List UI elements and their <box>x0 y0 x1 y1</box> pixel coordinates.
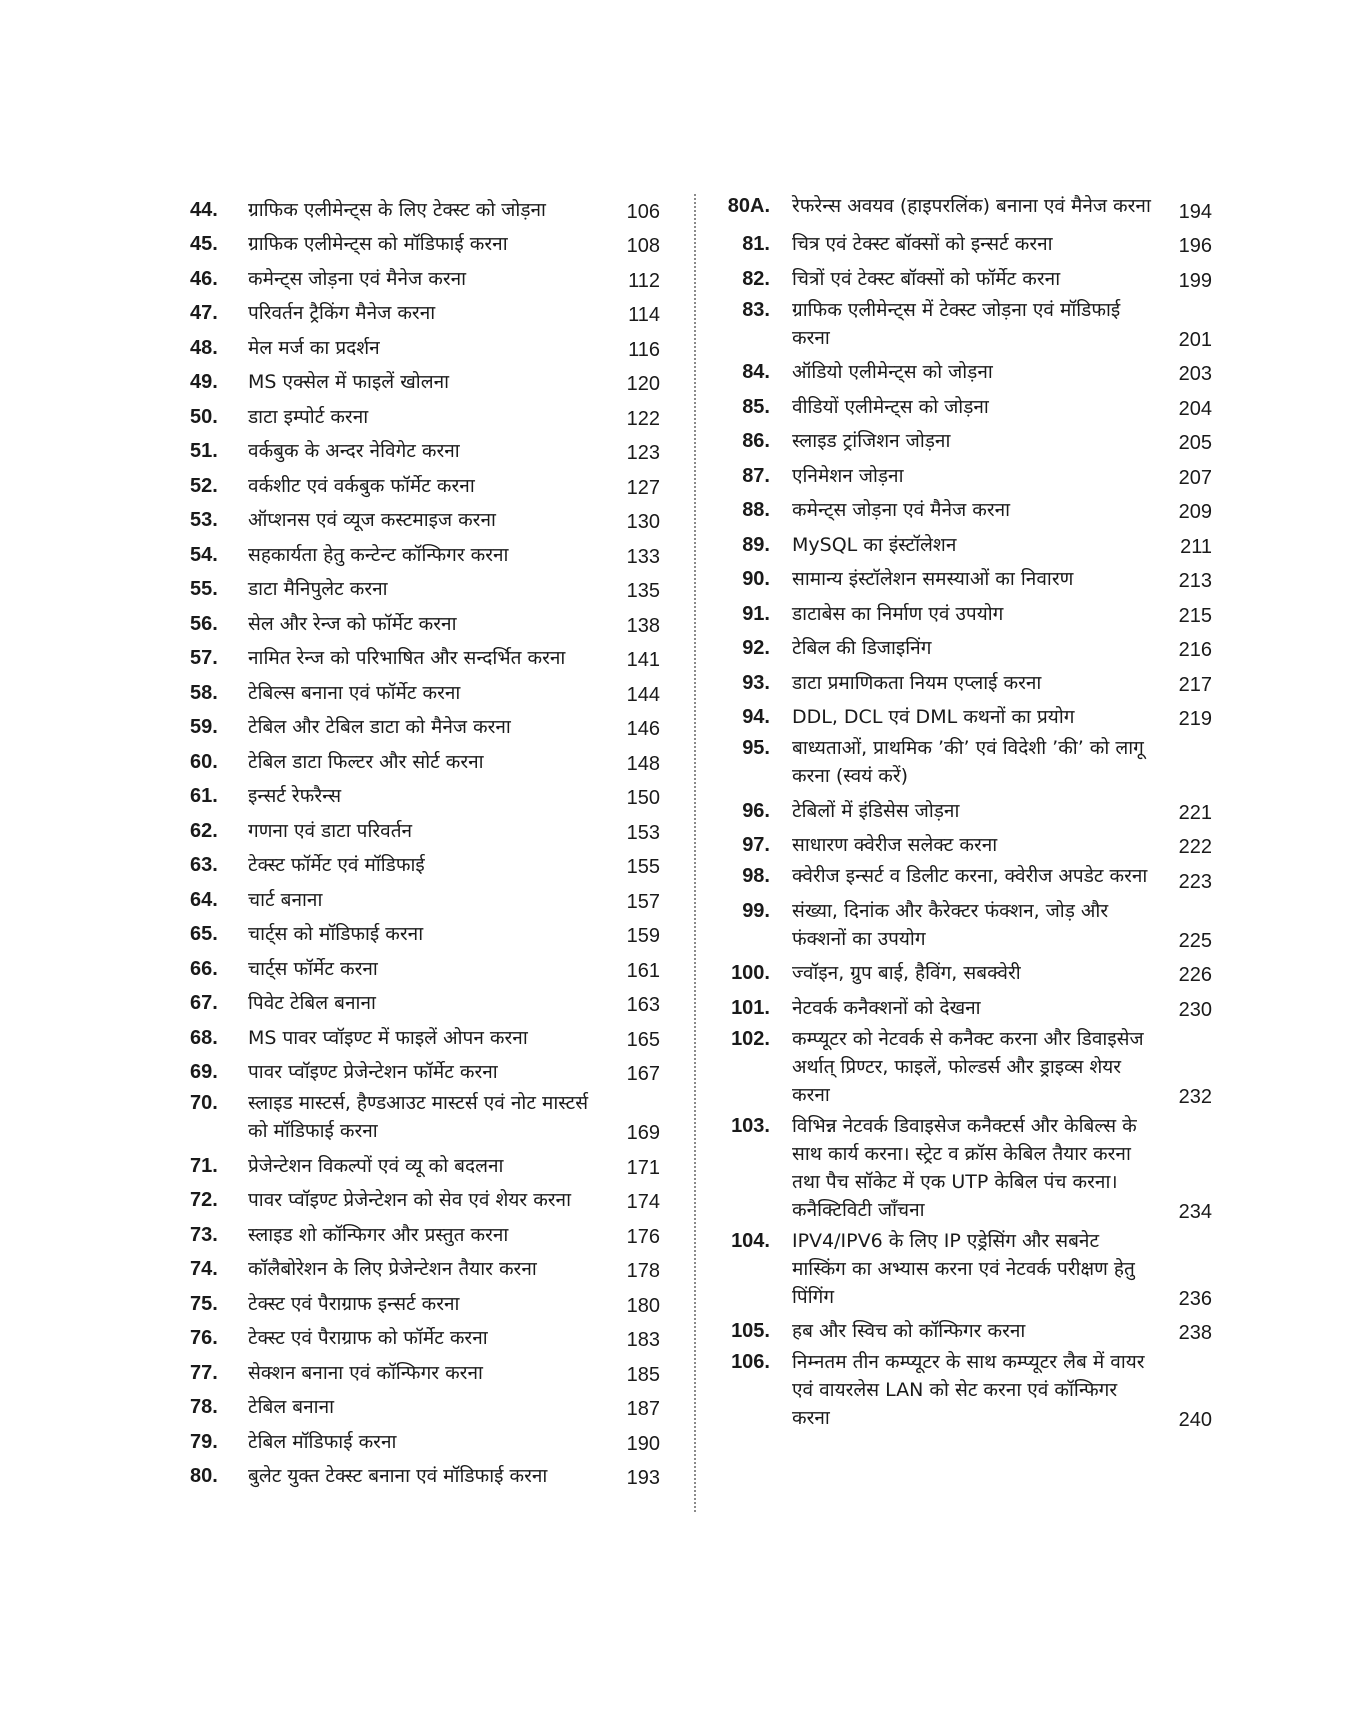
entry-page-number: 165 <box>626 1028 660 1051</box>
contents-entry <box>722 458 1212 493</box>
entry-number: 52. <box>190 474 218 497</box>
entry-number: 48. <box>190 336 218 359</box>
entry-number: 45. <box>190 233 218 255</box>
entry-number: 77. <box>190 1361 218 1384</box>
entry-title: टेबिल मॉडिफाई करना <box>248 1430 397 1453</box>
contents-entry <box>190 1148 660 1183</box>
contents-entry <box>722 493 1212 528</box>
entry-title: एनिमेशन जोड़ना <box>792 464 904 487</box>
entry-number: 104. <box>731 1229 770 1252</box>
entry-number: 56. <box>190 612 218 635</box>
entry-number: 72. <box>190 1189 218 1211</box>
entry-number: 68. <box>190 1026 218 1049</box>
entry-page-number <box>1152 792 1212 793</box>
entry-number: 91. <box>742 602 770 625</box>
entry-page-number: 201 <box>1178 328 1212 351</box>
entry-page-number: 153 <box>626 821 660 844</box>
entry-number: 70. <box>190 1092 218 1114</box>
contents-entry <box>190 503 660 538</box>
entry-page-number: 183 <box>626 1329 660 1351</box>
entry-title: संख्या, दिनांक और कैरेक्टर फंक्शन, जोड़ और फंक्शनों का उपयोग <box>792 899 1109 950</box>
entry-title: क्वेरीज इन्सर्ट व डिलीट करना, क्वेरीज अपडेट करना <box>792 865 1148 887</box>
entry-number: 84. <box>742 361 770 383</box>
entry-page-number: 236 <box>1178 1287 1212 1310</box>
entry-page-number: 108 <box>626 235 660 257</box>
entry-number: 60. <box>190 750 218 773</box>
entry-page-number: 167 <box>626 1063 660 1085</box>
contents-column-right <box>722 192 1212 1435</box>
entry-number: 44. <box>190 198 218 221</box>
contents-entry <box>722 192 1212 227</box>
entry-title: चार्ट्स फॉर्मेट करना <box>248 957 378 980</box>
contents-entry <box>190 1183 660 1218</box>
contents-entry <box>190 1089 660 1148</box>
entry-page-number: 217 <box>1178 673 1212 696</box>
entry-page-number: 141 <box>626 649 660 671</box>
entry-number: 88. <box>742 499 770 521</box>
entry-title: गणना एवं डाटा परिवर्तन <box>248 819 413 842</box>
entry-title: कमेन्ट्स जोड़ना एवं मैनेज करना <box>792 499 1011 521</box>
entry-page-number: 174 <box>626 1191 660 1213</box>
entry-number: 50. <box>190 405 218 428</box>
contents-entry <box>190 296 660 331</box>
entry-title: ग्राफिक एलीमेन्ट्स में टेक्स्ट जोड़ना एवं मॉडिफाई करना <box>792 298 1121 349</box>
contents-entry <box>190 882 660 917</box>
entry-title: सेल और रेन्ज को फॉर्मेट करना <box>248 612 457 635</box>
entry-page-number: 204 <box>1178 397 1212 420</box>
entry-page-number: 106 <box>626 200 660 223</box>
entry-page-number: 169 <box>626 1122 660 1144</box>
entry-number: 62. <box>190 819 218 842</box>
entry-page-number: 194 <box>1178 200 1212 223</box>
entry-page-number: 161 <box>626 959 660 982</box>
entry-title: सहकार्यता हेतु कन्टेन्ट कॉन्फिगर करना <box>248 543 509 566</box>
entry-title: विभिन्न नेटवर्क डिवाइसेज कनैक्टर्स और केबिल्स के साथ कार्य करना। स्ट्रेट व क्रॉस केबिल तैयार करना तथा पैच सॉकेट में एक UTP केबिल पंच करना। कनैक्टिविटी जाँचना <box>792 1114 1137 1221</box>
contents-entry <box>190 606 660 641</box>
entry-number: 51. <box>190 440 218 462</box>
entry-title: बुलेट युक्त टेक्स्ट बनाना एवं मॉडिफाई करना <box>248 1465 548 1487</box>
entry-page-number: 225 <box>1178 929 1212 952</box>
entry-number: 58. <box>190 681 218 704</box>
entry-title: निम्नतम तीन कम्प्यूटर के साथ कम्प्यूटर लैब में वायर एवं वायरलेस LAN को सेट करना एवं कॉन्फिगर करना <box>792 1351 1145 1429</box>
entry-title: परिवर्तन ट्रैकिंग मैनेज करना <box>248 302 436 324</box>
entry-number: 49. <box>190 371 218 393</box>
entry-number: 65. <box>190 923 218 945</box>
entry-page-number: 133 <box>626 545 660 568</box>
entry-title: स्लाइड मास्टर्स, हैण्डआउट मास्टर्स एवं नोट मास्टर्स को मॉडिफाई करना <box>248 1092 589 1142</box>
entry-title: ग्राफिक एलीमेन्ट्स के लिए टेक्स्ट को जोड़ना <box>248 198 546 221</box>
entry-title: मेल मर्ज का प्रदर्शन <box>248 336 380 359</box>
entry-number: 63. <box>190 854 218 876</box>
entry-number: 80. <box>190 1465 218 1487</box>
contents-entry <box>722 389 1212 424</box>
contents-entry <box>722 828 1212 863</box>
entry-page-number: 199 <box>1178 269 1212 292</box>
entry-title: साधारण क्वेरीज सलेक्ट करना <box>792 834 998 856</box>
contents-entry <box>722 700 1212 735</box>
entry-page-number: 232 <box>1178 1085 1212 1108</box>
entry-title: ऑप्शनस एवं व्यूज कस्टमाइज करना <box>248 509 496 531</box>
entry-page-number: 222 <box>1178 836 1212 858</box>
contents-entry <box>190 1217 660 1252</box>
entry-page-number: 196 <box>1178 235 1212 257</box>
entry-number: 73. <box>190 1223 218 1246</box>
entry-number: 53. <box>190 509 218 531</box>
entry-page-number: 122 <box>626 407 660 430</box>
entry-page-number: 130 <box>626 511 660 533</box>
contents-entry <box>722 793 1212 828</box>
contents-entry <box>722 734 1212 793</box>
entry-number: 55. <box>190 578 218 600</box>
entry-number: 93. <box>742 671 770 694</box>
contents-entry <box>190 365 660 400</box>
entry-title: सेक्शन बनाना एवं कॉन्फिगर करना <box>248 1361 483 1384</box>
contents-entry <box>722 956 1212 991</box>
contents-entry <box>722 261 1212 296</box>
entry-number: 102. <box>731 1027 770 1050</box>
contents-entry <box>190 399 660 434</box>
entry-title: चार्ट्स को मॉडिफाई करना <box>248 923 424 945</box>
contents-entry <box>190 951 660 986</box>
entry-title: टेबिलों में इंडिसेस जोड़ना <box>792 799 960 822</box>
entry-number: 57. <box>190 647 218 669</box>
entry-number: 105. <box>731 1320 770 1342</box>
entry-page-number: 180 <box>626 1294 660 1317</box>
entry-page-number: 215 <box>1178 604 1212 627</box>
contents-entry <box>722 1314 1212 1349</box>
contents-entry <box>190 572 660 607</box>
entry-page-number: 159 <box>626 925 660 947</box>
entry-page-number: 123 <box>626 442 660 464</box>
entry-title: पावर प्वॉइण्ट प्रेजेन्टेशन को सेव एवं शेयर करना <box>248 1189 572 1211</box>
entry-number: 103. <box>731 1114 770 1137</box>
entry-title: सामान्य इंस्टॉलेशन समस्याओं का निवारण <box>792 568 1074 590</box>
entry-page-number: 112 <box>628 269 660 292</box>
entry-title: डाटा प्रमाणिकता नियम एप्लाई करना <box>792 671 1042 694</box>
entry-page-number: 240 <box>1178 1409 1212 1431</box>
entry-title: स्लाइड ट्रांजिशन जोड़ना <box>792 430 951 452</box>
entry-page-number: 127 <box>626 476 660 499</box>
entry-title: MySQL का इंस्टॉलेशन <box>792 533 957 556</box>
contents-entry <box>722 1112 1212 1227</box>
entry-title: कमेन्ट्स जोड़ना एवं मैनेज करना <box>248 267 467 290</box>
entry-number: 97. <box>742 834 770 856</box>
entry-number: 47. <box>190 302 218 324</box>
entry-number: 100. <box>731 962 770 984</box>
contents-entry <box>190 1055 660 1090</box>
entry-title: हब और स्विच को कॉन्फिगर करना <box>792 1320 1026 1342</box>
entry-number: 92. <box>742 637 770 659</box>
entry-page-number: 230 <box>1178 998 1212 1021</box>
entry-number: 80A. <box>727 195 770 217</box>
contents-entry <box>190 537 660 572</box>
entry-title: टेक्स्ट एवं पैराग्राफ इन्सर्ट करना <box>248 1292 460 1315</box>
entry-number: 69. <box>190 1061 218 1083</box>
contents-entry <box>722 355 1212 390</box>
entry-number: 89. <box>742 533 770 556</box>
contents-entry <box>722 897 1212 956</box>
entry-page-number: 190 <box>626 1432 660 1455</box>
entry-number: 90. <box>742 568 770 590</box>
entry-page-number: 120 <box>626 373 660 395</box>
contents-entry <box>190 641 660 676</box>
contents-column-left <box>190 192 660 1493</box>
contents-entry <box>190 261 660 296</box>
entry-title: प्रेजेन्टेशन विकल्पों एवं व्यू को बदलना <box>248 1154 504 1177</box>
entry-title: ऑडियो एलीमेन्ट्स को जोड़ना <box>792 361 993 383</box>
entry-number: 61. <box>190 785 218 807</box>
contents-entry <box>722 1227 1212 1314</box>
contents-entry <box>190 1355 660 1390</box>
entry-page-number: 138 <box>626 614 660 637</box>
entry-page-number: 176 <box>626 1225 660 1248</box>
entry-title: MS एक्सेल में फाइलें खोलना <box>248 371 450 393</box>
entry-title: वीडियों एलीमेन्ट्स को जोड़ना <box>792 395 989 418</box>
entry-page-number: 219 <box>1178 708 1212 730</box>
entry-number: 74. <box>190 1258 218 1280</box>
entry-number: 86. <box>742 430 770 452</box>
entry-title: वर्कबुक के अन्दर नेविगेट करना <box>248 440 460 462</box>
entry-number: 67. <box>190 992 218 1014</box>
entry-page-number: 163 <box>626 994 660 1016</box>
contents-entry <box>722 665 1212 700</box>
contents-entry <box>190 1020 660 1055</box>
entry-number: 85. <box>742 395 770 418</box>
entry-title: इन्सर्ट रेफरैन्स <box>248 785 342 807</box>
contents-entry <box>722 862 1212 897</box>
entry-title: वर्कशीट एवं वर्कबुक फॉर्मेट करना <box>248 474 475 497</box>
contents-entry <box>190 227 660 262</box>
contents-entry <box>722 1025 1212 1112</box>
entry-title: डाटा इम्पोर्ट करना <box>248 405 369 428</box>
contents-entry <box>722 562 1212 597</box>
entry-number: 96. <box>742 799 770 822</box>
entry-title: कम्प्यूटर को नेटवर्क से कनैक्ट करना और डिवाइसेज अर्थात् प्रिण्टर, फाइलें, फोल्डर्स और ड्राइव्स शेयर करना <box>792 1027 1144 1106</box>
entry-title: पिवेट टेबिल बनाना <box>248 992 376 1014</box>
contents-entry <box>190 917 660 952</box>
entry-page-number: 203 <box>1178 363 1212 385</box>
contents-entry <box>190 710 660 745</box>
contents-entry <box>190 779 660 814</box>
entry-title: DDL, DCL एवं DML कथनों का प्रयोग <box>792 706 1075 728</box>
contents-entry <box>190 434 660 469</box>
entry-number: 106. <box>731 1351 770 1373</box>
entry-page-number: 207 <box>1178 466 1212 489</box>
contents-entry <box>722 990 1212 1025</box>
entry-page-number: 216 <box>1178 639 1212 661</box>
contents-entry <box>722 631 1212 666</box>
entry-page-number: 148 <box>626 752 660 775</box>
entry-page-number: 116 <box>628 338 660 361</box>
entry-number: 64. <box>190 888 218 911</box>
contents-entry <box>190 1321 660 1356</box>
entry-number: 76. <box>190 1327 218 1349</box>
entry-page-number: 187 <box>626 1398 660 1420</box>
entry-title: MS पावर प्वॉइण्ट में फाइलें ओपन करना <box>248 1026 528 1049</box>
contents-entry <box>722 1348 1212 1435</box>
entry-page-number: 209 <box>1178 501 1212 523</box>
entry-title: टेबिल और टेबिल डाटा को मैनेज करना <box>248 716 511 738</box>
entry-number: 71. <box>190 1154 218 1177</box>
entry-number: 54. <box>190 543 218 566</box>
entry-title: डाटाबेस का निर्माण एवं उपयोग <box>792 602 1004 625</box>
entry-number: 46. <box>190 267 218 290</box>
entry-title: पावर प्वॉइण्ट प्रेजेन्टेशन फॉर्मेट करना <box>248 1061 498 1083</box>
entry-page-number: 223 <box>1178 870 1212 893</box>
contents-entry <box>190 192 660 227</box>
entry-page-number: 135 <box>626 580 660 602</box>
entry-title: IPV4/IPV6 के लिए IP एड्रेसिंग और सबनेट मास्किंग का अभ्यास करना एवं नेटवर्क परीक्षण हेतु पिंगिंग <box>792 1229 1135 1308</box>
entry-page-number: 234 <box>1178 1200 1212 1223</box>
entry-page-number: 144 <box>626 683 660 706</box>
contents-entry <box>722 227 1212 262</box>
contents-entry <box>190 1252 660 1287</box>
entry-title: ज्वॉइन, ग्रुप बाई, हैविंग, सबक्वेरी <box>792 962 1021 984</box>
entry-title: कॉलैबोरेशन के लिए प्रेजेन्टेशन तैयार करना <box>248 1258 537 1280</box>
entry-title: टेक्स्ट एवं पैराग्राफ को फॉर्मेट करना <box>248 1327 488 1349</box>
entry-title: टेबिल की डिजाइनिंग <box>792 637 932 659</box>
contents-entry <box>722 596 1212 631</box>
contents-entry <box>190 1424 660 1459</box>
entry-number: 79. <box>190 1430 218 1453</box>
contents-entry <box>190 848 660 883</box>
entry-title: बाध्यताओं, प्राथमिक ’की’ एवं विदेशी ’की’ को लागू करना (स्वयं करें) <box>792 737 1144 787</box>
entry-number: 98. <box>742 865 770 887</box>
entry-page-number: 114 <box>628 304 660 326</box>
entry-page-number: 193 <box>626 1467 660 1489</box>
entry-page-number: 146 <box>626 718 660 740</box>
entry-page-number: 155 <box>626 856 660 878</box>
entry-number: 95. <box>742 737 770 759</box>
entry-title: टेबिल्स बनाना एवं फॉर्मेट करना <box>248 681 461 704</box>
entry-page-number: 150 <box>626 787 660 809</box>
contents-entry <box>722 527 1212 562</box>
entry-page-number: 226 <box>1178 964 1212 986</box>
entry-title: टेबिल बनाना <box>248 1396 335 1418</box>
entry-title: नेटवर्क कनैक्शनों को देखना <box>792 996 981 1019</box>
entry-page-number: 238 <box>1178 1322 1212 1344</box>
entry-number: 82. <box>742 267 770 290</box>
entry-number: 83. <box>742 298 770 321</box>
contents-entry <box>190 330 660 365</box>
entry-title: टेक्स्ट फॉर्मेट एवं मॉडिफाई <box>248 854 425 876</box>
contents-entry <box>190 468 660 503</box>
entry-title: चार्ट बनाना <box>248 888 323 911</box>
contents-entry <box>190 744 660 779</box>
entry-number: 75. <box>190 1292 218 1315</box>
entry-title: चित्रों एवं टेक्स्ट बॉक्सों को फॉर्मेट करना <box>792 267 1061 290</box>
entry-page-number: 185 <box>626 1363 660 1386</box>
entry-number: 66. <box>190 957 218 980</box>
entry-number: 81. <box>742 233 770 255</box>
contents-entry <box>190 813 660 848</box>
contents-entry <box>722 424 1212 459</box>
contents-entry <box>190 986 660 1021</box>
entry-number: 94. <box>742 706 770 728</box>
column-divider <box>694 194 696 1512</box>
entry-number: 87. <box>742 464 770 487</box>
entry-page-number: 221 <box>1178 801 1212 824</box>
entry-title: ग्राफिक एलीमेन्ट्स को मॉडिफाई करना <box>248 233 508 255</box>
entry-page-number: 178 <box>626 1260 660 1282</box>
entry-number: 99. <box>742 899 770 922</box>
entry-title: चित्र एवं टेक्स्ट बॉक्सों को इन्सर्ट करना <box>792 233 1053 255</box>
entry-page-number: 213 <box>1178 570 1212 592</box>
entry-page-number: 211 <box>1180 535 1212 558</box>
entry-title: टेबिल डाटा फिल्टर और सोर्ट करना <box>248 750 484 773</box>
entry-page-number: 171 <box>626 1156 660 1179</box>
entry-number: 78. <box>190 1396 218 1418</box>
entry-title: डाटा मैनिपुलेट करना <box>248 578 388 600</box>
entry-title: रेफरेन्स अवयव (हाइपरलिंक) बनाना एवं मैनेज करना <box>792 195 1151 217</box>
entry-page-number: 157 <box>626 890 660 913</box>
contents-entry <box>190 675 660 710</box>
entry-title: नामित रेन्ज को परिभाषित और सन्दर्भित करना <box>248 647 566 669</box>
entry-number: 101. <box>731 996 770 1019</box>
contents-entry <box>190 1459 660 1494</box>
entry-number: 59. <box>190 716 218 738</box>
contents-entry <box>190 1286 660 1321</box>
entry-title: स्लाइड शो कॉन्फिगर और प्रस्तुत करना <box>248 1223 509 1246</box>
contents-entry <box>722 296 1212 355</box>
contents-entry <box>190 1390 660 1425</box>
entry-page-number: 205 <box>1178 432 1212 454</box>
